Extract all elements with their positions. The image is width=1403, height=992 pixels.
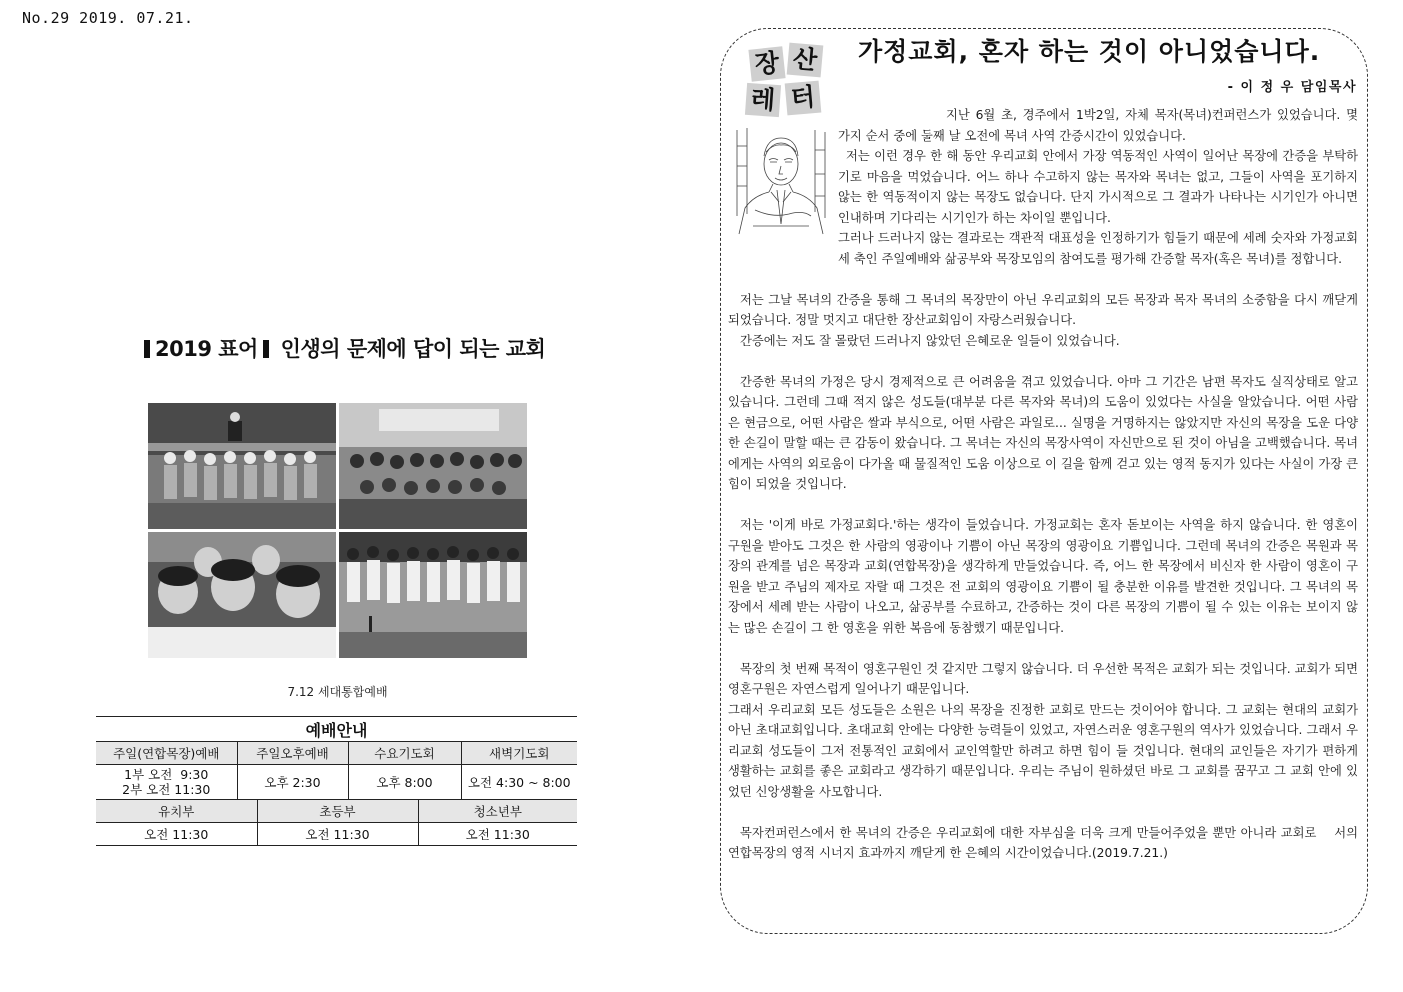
letter-paragraph: 간증에는 저도 잘 몰랐던 드러나지 않았던 은혜로운 일들이 있었습니다. [740,333,1120,348]
letter-author: - 이 정 우 담임목사 [1227,80,1357,95]
letter-paragraph: 그러나 드러나지 않는 결과로는 객관적 대표성을 인정하기가 힘들기 때문에 세례 숫자와 가정교회 세 축인 주일예배와 삶공부와 목장모임의 참여도를 평가해 간증할 목자(혹은 목녀)를 정합니다. [838,231,1358,266]
schedule-title: 예배안내 [96,717,577,742]
issue-number: No.29 2019. 07.21. [22,9,194,27]
church-motto [144,333,544,363]
letter-body [728,105,1362,864]
motto-label: 2019 표어 [155,337,258,361]
photo-choir [339,403,527,529]
photo-caption: 7.12 세대통합예배 [287,685,388,699]
schedule-header-sunday-afternoon: 주일오후예배 [237,742,348,765]
sunday-first-service: 1부 오전 9:30 [124,767,209,782]
schedule-header-sunday: 주일(연합목장)예배 [96,742,237,765]
paragraph-gap [728,269,1358,290]
schedule-dawn-time: 오전 4:30 ~ 8:00 [461,765,577,800]
motto-bar-left [144,340,150,358]
schedule-sunday-times [96,765,237,800]
stamp-tile: 산 [787,43,824,78]
letter-paragraph: 저는 이런 경우 한 해 동안 우리교회 안에서 가장 역동적인 사역이 일어난 목장에 간증을 부탁하기로 마음을 먹었습니다. 어느 하나 수고하지 않는 목자와 목녀는 없고, 그들이 사역을 포기하지 않는 한 역동적이지 않는 목장도 없습니다. 단지 가시적으로 그 결과가 나타나는 시기인가 아니면 인내하며 기다리는 시기인가 하는 차이일 뿐입니다. [838,149,1358,225]
letter-paragraph: 저는 그날 목녀의 간증을 통해 그 목녀의 목장만이 아닌 우리교회의 모든 목장과 목자 목녀의 소중함을 다시 깨닫게 되었습니다. 정말 멋지고 대단한 장산교회임이 자랑스러웠습니다. [728,292,1358,327]
schedule-header-youth: 청소년부 [418,800,577,823]
photo-collage [148,403,527,659]
letter-paragraph: 목장의 첫 번째 목적이 영혼구원인 것 같지만 그렇지 않습니다. 더 우선한 목적은 교회가 되는 것입니다. 교회가 되면 영혼구원은 자연스럽게 일어나기 때문입니다. [728,661,1358,696]
motto-text: 인생의 문제에 답이 되는 교회 [280,337,546,361]
paragraph-gap [728,351,1358,372]
schedule-header-dawn: 새벽기도회 [461,742,577,765]
schedule-elementary-time: 오전 11:30 [257,823,418,846]
schedule-kindergarten-time: 오전 11:30 [96,823,257,846]
letter-paragraph: 목자컨퍼런스에서 한 목녀의 간증은 우리교회에 대한 자부심을 더욱 크게 만들어주었을 뿐만 아니라 교회로 서의 연합목장의 영적 시너지 효과까지 깨닫게 한 은혜의 시간이었습니다.(2019.7.21.) [728,825,1362,860]
photo-congregation [148,532,336,658]
letter-paragraph: 저는 '이게 바로 가정교회다.'하는 생각이 들었습니다. 가정교회는 혼자 돋보이는 사역을 하지 않습니다. 한 영혼이 구원을 받아도 그것은 한 사람의 영광이나 기쁨이 아닌 목장의 영광이요 기쁨입니다. 그런데 목녀의 간증은 목원과 목장의 관계를 넘은 목장과 교회(연합목장)을 생각하게 만들었습니다. 즉, 어느 한 목장에서 비신자 한 사람이 영혼이 구원을 받고 주님의 제자로 자랄 때 그것은 전 교회의 영광이요 기쁨이 될 충분한 이유를 발견한 것입니다. 그 목녀의 목장에서 세례 받는 사람이 나오고, 삶공부를 수료하고, 간증하는 것이 다른 목장의 기쁨이 될 수 있는 이유는 보이지 않는 많은 손길이 그 한 영혼을 위한 복음에 동참했기 때문입니다. [728,518,1358,635]
paragraph-gap [728,638,1358,659]
paragraph-gap [728,802,1358,823]
schedule-youth-time: 오전 11:30 [418,823,577,846]
schedule-header-kindergarten: 유치부 [96,800,257,823]
stamp-tile: 터 [785,81,822,116]
stamp-tile: 레 [745,83,781,117]
schedule-wednesday-time: 오후 8:00 [348,765,461,800]
photo-youth-choir [339,532,527,658]
worship-schedule [96,716,577,846]
photo-worship-stage [148,403,336,529]
letter-title: 가정교회, 혼자 하는 것이 아니었습니다. [858,37,1321,66]
schedule-header-elementary: 초등부 [257,800,418,823]
stamp-tile: 장 [748,46,785,81]
schedule-header-wednesday: 수요기도회 [348,742,461,765]
motto-bar-right [263,340,269,358]
portrait-space [728,127,838,250]
letter-paragraph: 지난 6월 초, 경주에서 1박2일, 자체 목자(목녀)컨퍼런스가 있었습니다. 몇 가지 순서 중에 둘째 날 오전에 목녀 사역 간증시간이 있었습니다. [838,108,1358,143]
letter-paragraph: 그래서 우리교회 모든 성도들은 소원은 나의 목장을 진정한 교회로 만드는 것이어야 합니다. 그 교회는 현대의 교회가 아닌 초대교회입니다. 초대교회 안에는 다양한 능력들이 있었고, 자연스러운 영혼구원의 역사가 있었습니다. 그래서 우리교회 성도들이 그저 전통적인 교회에서 교인역할만 하려고 하면 힘이 들 것입니다. 현대의 교인들은 자기가 편하게 생활하는 교회를 좋은 교회라고 생각하기 때문입니다. 우리는 주님이 원하셨던 바로 그 교회를 꿈꾸고 그 교회 안에 있었던 신앙생활을 사모합니다. [728,702,1358,799]
letter-paragraph: 간증한 목녀의 가정은 당시 경제적으로 큰 어려움을 겪고 있었습니다. 아마 그 기간은 남편 목자도 실직상태로 알고 있습니다. 그런데 그때 적지 않은 성도들(대부분 다른 목자와 목녀)의 도움이 있었다는 사실을 알았습니다. 어떤 사람은 현금으로, 어떤 사람은 쌀과 부식으로, 어떤 사람은 과일로... 실명을 거명하지는 않았지만 자신의 목장을 도운 다양한 손길이 말할 때는 큰 감동이 왔습니다. 그 목녀는 자신의 목장사역이 자신만으로 된 것이 아님을 고백했습니다. 목녀에게는 사역의 외로움이 다가올 때 물질적인 도움 이상으로 이 길을 함께 걷고 있는 영적 동지가 있다는 사실이 가장 큰 힘이 되었을 것입니다. [728,374,1358,491]
schedule-sunday-afternoon-time: 오후 2:30 [237,765,348,800]
sunday-second-service: 2부 오전 11:30 [122,782,211,797]
paragraph-gap [728,495,1358,516]
